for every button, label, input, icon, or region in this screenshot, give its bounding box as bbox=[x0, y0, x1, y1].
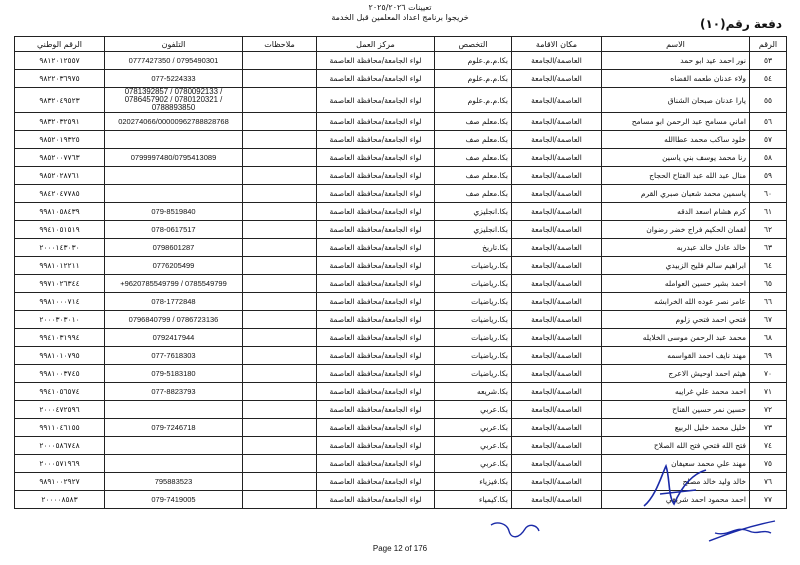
col-header-phone: التلفون bbox=[105, 37, 243, 52]
residence: العاصمة/الجامعة bbox=[512, 221, 602, 239]
student-name: نور احمد عيد ابو حمد bbox=[602, 52, 750, 70]
phone-number: 0777427350 / 0795490301 bbox=[105, 52, 243, 70]
phone-number: 078-1772848 bbox=[105, 293, 243, 311]
national-id: ٩٨٥٢٠١٩٣٢٥ bbox=[15, 131, 105, 149]
notes bbox=[243, 455, 317, 473]
table-row bbox=[15, 149, 787, 167]
row-number: ٦٨ bbox=[750, 329, 787, 347]
national-id: ٩٩٨١٠١٢٢١١ bbox=[15, 257, 105, 275]
student-name: احمد بشير حسين العوامله bbox=[602, 275, 750, 293]
table-row bbox=[15, 437, 787, 455]
national-id: ٩٨١٢٠١٢٥٥٧ bbox=[15, 52, 105, 70]
specialization: بكا.معلم صف bbox=[435, 167, 512, 185]
work-center: لواء الجامعة/محافظة العاصمة bbox=[317, 257, 435, 275]
table-row bbox=[15, 131, 787, 149]
student-name: هيثم احمد اوحيش الاعرج bbox=[602, 365, 750, 383]
batch-number: دفعة رقم(١٠) bbox=[699, 17, 782, 31]
student-name: عامر نصر عوده الله الخرابشه bbox=[602, 293, 750, 311]
table-row bbox=[15, 185, 787, 203]
table-row bbox=[15, 347, 787, 365]
phone-number: +9620785549799 / 0785549799 bbox=[105, 275, 243, 293]
phone-number bbox=[105, 185, 243, 203]
notes bbox=[243, 88, 317, 113]
specialization: بكا.معلم صف bbox=[435, 185, 512, 203]
student-name: مهند نايف احمد القواسمه bbox=[602, 347, 750, 365]
row-number: ٥٦ bbox=[750, 113, 787, 131]
national-id: ٩٩٧١٠٢٦٣٤٤ bbox=[15, 275, 105, 293]
row-number: ٧٠ bbox=[750, 365, 787, 383]
phone-number: 0792417944 bbox=[105, 329, 243, 347]
work-center: لواء الجامعة/محافظة العاصمة bbox=[317, 293, 435, 311]
national-id: ٩٨٥٢٠٠٧٧٦٣ bbox=[15, 149, 105, 167]
table-row bbox=[15, 419, 787, 437]
specialization: بكا.م.م.علوم bbox=[435, 52, 512, 70]
national-id: ٩٨٤٢٠٤٧٧٨٥ bbox=[15, 185, 105, 203]
row-number: ٧٤ bbox=[750, 437, 787, 455]
specialization: بكا.انجليزي bbox=[435, 221, 512, 239]
table-row bbox=[15, 365, 787, 383]
student-name: فتحي احمد فتحي زلوم bbox=[602, 311, 750, 329]
phone-number: 0776205499 bbox=[105, 257, 243, 275]
national-id: ٢٠٠٠٥٨٦٧٤٨ bbox=[15, 437, 105, 455]
work-center: لواء الجامعة/محافظة العاصمة bbox=[317, 329, 435, 347]
national-id: ٢٠٠٠١٤٣٠٣٠ bbox=[15, 239, 105, 257]
notes bbox=[243, 311, 317, 329]
national-id: ٩٩٤١٠٥٦٥٧٤ bbox=[15, 383, 105, 401]
row-number: ٦٧ bbox=[750, 311, 787, 329]
phone-number: 078-0617517 bbox=[105, 221, 243, 239]
phone-number: 0799997480/0795413089 bbox=[105, 149, 243, 167]
residence: العاصمة/الجامعة bbox=[512, 491, 602, 509]
national-id: ٩٩٨١٠٠٠٧١٤ bbox=[15, 293, 105, 311]
work-center: لواء الجامعة/محافظة العاصمة bbox=[317, 203, 435, 221]
work-center: لواء الجامعة/محافظة العاصمة bbox=[317, 221, 435, 239]
work-center: لواء الجامعة/محافظة العاصمة bbox=[317, 131, 435, 149]
table-row bbox=[15, 88, 787, 113]
notes bbox=[243, 383, 317, 401]
specialization: بكا.عربي bbox=[435, 455, 512, 473]
specialization: بكا.معلم صف bbox=[435, 131, 512, 149]
specialization: بكا.شريعه bbox=[435, 383, 512, 401]
national-id: ٢٠٠٠٣٠٣٠١٠ bbox=[15, 311, 105, 329]
row-number: ٥٨ bbox=[750, 149, 787, 167]
work-center: لواء الجامعة/محافظة العاصمة bbox=[317, 419, 435, 437]
notes bbox=[243, 167, 317, 185]
residence: العاصمة/الجامعة bbox=[512, 185, 602, 203]
national-id: ٩٩٨١٠٠٣٧٤٥ bbox=[15, 365, 105, 383]
student-name: ولاء عدنان طعمه القضاه bbox=[602, 70, 750, 88]
work-center: لواء الجامعة/محافظة العاصمة bbox=[317, 113, 435, 131]
national-id: ٩٩٨١٠١٠٧٩٥ bbox=[15, 347, 105, 365]
notes bbox=[243, 239, 317, 257]
work-center: لواء الجامعة/محافظة العاصمة bbox=[317, 52, 435, 70]
table-row bbox=[15, 167, 787, 185]
work-center: لواء الجامعة/محافظة العاصمة bbox=[317, 88, 435, 113]
table-row bbox=[15, 221, 787, 239]
national-id: ٢٠٠٠٥٧١٩٦٩ bbox=[15, 455, 105, 473]
residence: العاصمة/الجامعة bbox=[512, 131, 602, 149]
notes bbox=[243, 347, 317, 365]
table-row bbox=[15, 383, 787, 401]
phone-number bbox=[105, 455, 243, 473]
specialization: بكا.رياضيات bbox=[435, 275, 512, 293]
work-center: لواء الجامعة/محافظة العاصمة bbox=[317, 437, 435, 455]
work-center: لواء الجامعة/محافظة العاصمة bbox=[317, 167, 435, 185]
work-center: لواء الجامعة/محافظة العاصمة bbox=[317, 70, 435, 88]
specialization: بكا.رياضيات bbox=[435, 347, 512, 365]
residence: العاصمة/الجامعة bbox=[512, 347, 602, 365]
national-id: ٩٩٤١٠٥١٥١٩ bbox=[15, 221, 105, 239]
notes bbox=[243, 401, 317, 419]
row-number: ٦٩ bbox=[750, 347, 787, 365]
phone-number: 077-8823793 bbox=[105, 383, 243, 401]
notes bbox=[243, 185, 317, 203]
student-name: حسين نمر حسين القناح bbox=[602, 401, 750, 419]
national-id: ٩٩٤١٠٣١٩٩٤ bbox=[15, 329, 105, 347]
notes bbox=[243, 419, 317, 437]
row-number: ٥٧ bbox=[750, 131, 787, 149]
notes bbox=[243, 473, 317, 491]
specialization: بكا.رياضيات bbox=[435, 365, 512, 383]
residence: العاصمة/الجامعة bbox=[512, 365, 602, 383]
work-center: لواء الجامعة/محافظة العاصمة bbox=[317, 239, 435, 257]
work-center: لواء الجامعة/محافظة العاصمة bbox=[317, 311, 435, 329]
specialization: بكا.تاريخ bbox=[435, 239, 512, 257]
specialization: بكا.رياضيات bbox=[435, 329, 512, 347]
national-id: ٩٨٣٢٠٤٩٥٢٣ bbox=[15, 88, 105, 113]
row-number: ٥٣ bbox=[750, 52, 787, 70]
student-name: خالد عادل خالد عبدربه bbox=[602, 239, 750, 257]
col-header-name: الاسم bbox=[602, 37, 750, 52]
table-row bbox=[15, 401, 787, 419]
table-row bbox=[15, 275, 787, 293]
signature-bottom-left bbox=[485, 517, 545, 547]
national-id: ٩٩١١٠٤٦١٥٥ bbox=[15, 419, 105, 437]
col-header-number: الرقم bbox=[750, 37, 787, 52]
notes bbox=[243, 275, 317, 293]
specialization: بكا.فيزياء bbox=[435, 473, 512, 491]
row-number: ٦٣ bbox=[750, 239, 787, 257]
signature-right bbox=[636, 456, 726, 516]
row-number: ٦١ bbox=[750, 203, 787, 221]
table-row bbox=[15, 329, 787, 347]
notes bbox=[243, 491, 317, 509]
row-number: ٥٩ bbox=[750, 167, 787, 185]
specialization: بكا.عربي bbox=[435, 437, 512, 455]
row-number: ٦٦ bbox=[750, 293, 787, 311]
phone-number: 077-5224333 bbox=[105, 70, 243, 88]
residence: العاصمة/الجامعة bbox=[512, 70, 602, 88]
notes bbox=[243, 329, 317, 347]
phone-number: 020274066/00000962788828768 bbox=[105, 113, 243, 131]
notes bbox=[243, 365, 317, 383]
notes bbox=[243, 203, 317, 221]
appointments-table bbox=[14, 36, 787, 509]
national-id: ٢٠٠٠٤٧٢٥٩٦ bbox=[15, 401, 105, 419]
residence: العاصمة/الجامعة bbox=[512, 383, 602, 401]
work-center: لواء الجامعة/محافظة العاصمة bbox=[317, 383, 435, 401]
row-number: ٦٥ bbox=[750, 275, 787, 293]
table-body bbox=[15, 52, 787, 509]
notes bbox=[243, 113, 317, 131]
residence: العاصمة/الجامعة bbox=[512, 419, 602, 437]
student-name: خلود ساكب محمد عطاالله bbox=[602, 131, 750, 149]
work-center: لواء الجامعة/محافظة العاصمة bbox=[317, 149, 435, 167]
residence: العاصمة/الجامعة bbox=[512, 293, 602, 311]
notes bbox=[243, 293, 317, 311]
work-center: لواء الجامعة/محافظة العاصمة bbox=[317, 347, 435, 365]
specialization: بكا.رياضيات bbox=[435, 311, 512, 329]
residence: العاصمة/الجامعة bbox=[512, 239, 602, 257]
work-center: لواء الجامعة/محافظة العاصمة bbox=[317, 491, 435, 509]
col-header-national-id: الرقم الوطني bbox=[15, 37, 105, 52]
work-center: لواء الجامعة/محافظة العاصمة bbox=[317, 473, 435, 491]
row-number: ٧١ bbox=[750, 383, 787, 401]
phone-number: 079-7419005 bbox=[105, 491, 243, 509]
specialization: بكا.عربي bbox=[435, 419, 512, 437]
col-header-specialization: التخصص bbox=[435, 37, 512, 52]
table-row bbox=[15, 257, 787, 275]
phone-number bbox=[105, 437, 243, 455]
phone-number: 079-7246718 bbox=[105, 419, 243, 437]
student-name: ياسمين محمد شعبان صبري القرم bbox=[602, 185, 750, 203]
residence: العاصمة/الجامعة bbox=[512, 329, 602, 347]
phone-number: 079-5183180 bbox=[105, 365, 243, 383]
col-header-residence: مكان الاقامة bbox=[512, 37, 602, 52]
row-number: ٦٢ bbox=[750, 221, 787, 239]
residence: العاصمة/الجامعة bbox=[512, 167, 602, 185]
residence: العاصمة/الجامعة bbox=[512, 311, 602, 329]
residence: العاصمة/الجامعة bbox=[512, 149, 602, 167]
national-id: ٩٨٩١٠٠٢٩٢٧ bbox=[15, 473, 105, 491]
signature-bottom-right bbox=[705, 515, 780, 547]
phone-number bbox=[105, 131, 243, 149]
row-number: ٧٢ bbox=[750, 401, 787, 419]
row-number: ٧٦ bbox=[750, 473, 787, 491]
row-number: ٥٤ bbox=[750, 70, 787, 88]
residence: العاصمة/الجامعة bbox=[512, 203, 602, 221]
residence: العاصمة/الجامعة bbox=[512, 275, 602, 293]
national-id: ٩٨٣٢٠٣٢٥٩١ bbox=[15, 113, 105, 131]
specialization: بكا.م.م.علوم bbox=[435, 88, 512, 113]
student-name: خالد وليد خالد مصلح bbox=[602, 473, 750, 491]
work-center: لواء الجامعة/محافظة العاصمة bbox=[317, 401, 435, 419]
residence: العاصمة/الجامعة bbox=[512, 88, 602, 113]
notes bbox=[243, 221, 317, 239]
notes bbox=[243, 70, 317, 88]
work-center: لواء الجامعة/محافظة العاصمة bbox=[317, 185, 435, 203]
national-id: ٩٨٥٢٠٢٨٧٦١ bbox=[15, 167, 105, 185]
phone-number: 0781392857 / 0780092133 / 0786457902 / 0780120321 / 0788893850 bbox=[105, 88, 243, 113]
notes bbox=[243, 149, 317, 167]
col-header-work-center: مركز العمل bbox=[317, 37, 435, 52]
student-name: منال عبد الله عبد الفتاح الحجاج bbox=[602, 167, 750, 185]
notes bbox=[243, 257, 317, 275]
specialization: بكا.معلم صف bbox=[435, 113, 512, 131]
student-name: كرم هشام اسعد الدقه bbox=[602, 203, 750, 221]
document-header-line2: خريجوا برنامج اعداد المعلمين قبل الخدمة bbox=[331, 13, 469, 22]
table-row bbox=[15, 239, 787, 257]
national-id: ٩٩٨١٠٥٨٤٣٩ bbox=[15, 203, 105, 221]
table-row bbox=[15, 293, 787, 311]
residence: العاصمة/الجامعة bbox=[512, 52, 602, 70]
phone-number: 079-8519840 bbox=[105, 203, 243, 221]
row-number: ٥٥ bbox=[750, 88, 787, 113]
phone-number bbox=[105, 401, 243, 419]
specialization: بكا.رياضيات bbox=[435, 257, 512, 275]
specialization: بكا.معلم صف bbox=[435, 149, 512, 167]
table-row bbox=[15, 311, 787, 329]
table-header-row bbox=[15, 37, 787, 52]
student-name: اماني مسامح عبد الرحمن ابو مسامح bbox=[602, 113, 750, 131]
student-name: ابراهيم سالم فليح الزبيدي bbox=[602, 257, 750, 275]
phone-number bbox=[105, 167, 243, 185]
residence: العاصمة/الجامعة bbox=[512, 473, 602, 491]
table-row bbox=[15, 203, 787, 221]
residence: العاصمة/الجامعة bbox=[512, 401, 602, 419]
student-name: لقمان الحكيم فراج خضر رضوان bbox=[602, 221, 750, 239]
student-name: مهند علي محمد سعيفان bbox=[602, 455, 750, 473]
specialization: بكا.عربي bbox=[435, 401, 512, 419]
student-name: خليل محمد خليل الربيع bbox=[602, 419, 750, 437]
residence: العاصمة/الجامعة bbox=[512, 455, 602, 473]
specialization: بكا.م.م.علوم bbox=[435, 70, 512, 88]
row-number: ٦٠ bbox=[750, 185, 787, 203]
col-header-notes: ملاحظات bbox=[243, 37, 317, 52]
student-name: محمد عبد الرحمن موسى الخلايله bbox=[602, 329, 750, 347]
work-center: لواء الجامعة/محافظة العاصمة bbox=[317, 455, 435, 473]
phone-number: 077-7618303 bbox=[105, 347, 243, 365]
student-name: احمد محمد علي غرايبه bbox=[602, 383, 750, 401]
work-center: لواء الجامعة/محافظة العاصمة bbox=[317, 275, 435, 293]
specialization: بكا.انجليزي bbox=[435, 203, 512, 221]
document-header-line1: تعيينات ٢٠٢٥/٢٠٢٦ bbox=[368, 3, 432, 12]
student-name: احمد محمود احمد شريقي bbox=[602, 491, 750, 509]
national-id: ٩٨٢٢٠٣٦٩٧٥ bbox=[15, 70, 105, 88]
student-name: فتح الله فتحي فتح الله الصلاح bbox=[602, 437, 750, 455]
page-footer: Page 12 of 176 bbox=[372, 544, 428, 553]
notes bbox=[243, 52, 317, 70]
notes bbox=[243, 437, 317, 455]
national-id: ٢٠٠٠٠٨٥٨٣ bbox=[15, 491, 105, 509]
specialization: بكا.كيمياء bbox=[435, 491, 512, 509]
row-number: ٧٥ bbox=[750, 455, 787, 473]
row-number: ٧٣ bbox=[750, 419, 787, 437]
notes bbox=[243, 131, 317, 149]
residence: العاصمة/الجامعة bbox=[512, 257, 602, 275]
phone-number: 795883523 bbox=[105, 473, 243, 491]
student-name: يارا عدنان صبحان الشناق bbox=[602, 88, 750, 113]
phone-number: 0798601287 bbox=[105, 239, 243, 257]
row-number: ٧٧ bbox=[750, 491, 787, 509]
work-center: لواء الجامعة/محافظة العاصمة bbox=[317, 365, 435, 383]
residence: العاصمة/الجامعة bbox=[512, 113, 602, 131]
row-number: ٦٤ bbox=[750, 257, 787, 275]
table-row bbox=[15, 52, 787, 70]
table-row bbox=[15, 113, 787, 131]
residence: العاصمة/الجامعة bbox=[512, 437, 602, 455]
specialization: بكا.رياضيات bbox=[435, 293, 512, 311]
phone-number: 0796840799 / 0786723136 bbox=[105, 311, 243, 329]
table-row bbox=[15, 70, 787, 88]
student-name: رنا محمد يوسف بني ياسين bbox=[602, 149, 750, 167]
